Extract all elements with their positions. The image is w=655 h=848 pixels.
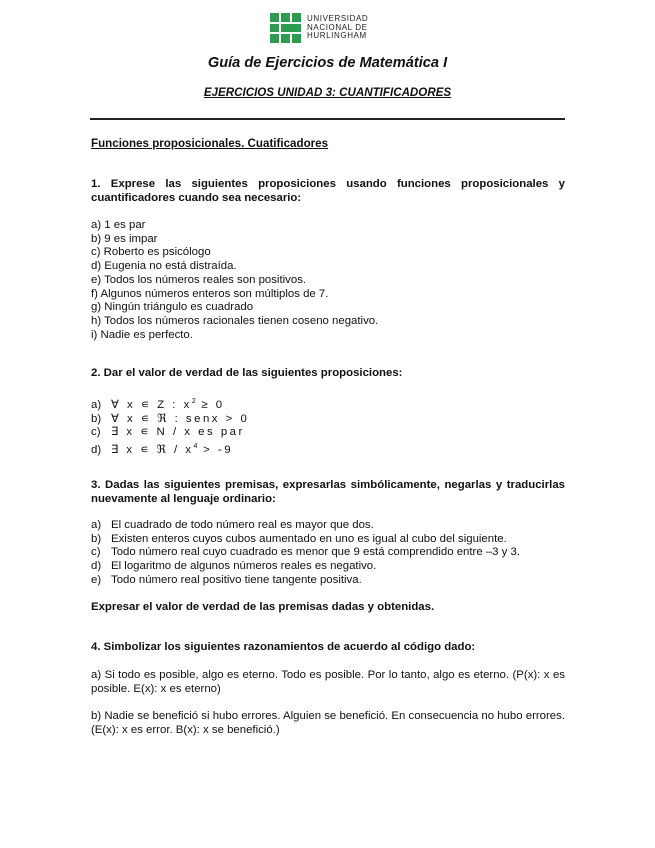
item-label: a) xyxy=(91,519,102,531)
university-name xyxy=(307,15,368,41)
formula: ∀ x ∊ Z : x xyxy=(111,398,192,411)
question-3-footer: Expresar el valor de verdad de las premisas dadas y obtenidas. xyxy=(91,601,435,613)
item-label: c) xyxy=(91,546,101,559)
header-divider xyxy=(90,118,565,120)
question-4-part-a: a) Si todo es posible, algo es eterno. Todo es posible. Por lo tanto, algo es eterno. (P(x): x es posible. E(x): x es eterno) xyxy=(91,669,565,695)
question-1-list xyxy=(91,219,565,342)
question-2-list xyxy=(91,395,565,457)
list-item: e) Todos los números reales son positivos. xyxy=(91,273,307,286)
document-title: Guía de Ejercicios de Matemática I xyxy=(207,55,448,71)
list-item xyxy=(91,440,565,458)
formula: ∃ x ∊ N / x es par xyxy=(111,426,245,439)
formula: ∀ x ∊ ℜ : senx > 0 xyxy=(111,412,250,425)
item-text: Todo número real positivo tiene tangente positiva. xyxy=(111,573,362,586)
university-logo xyxy=(270,13,368,43)
list-item xyxy=(91,413,565,427)
item-label: d) xyxy=(91,560,102,573)
item-label: b) xyxy=(91,532,102,545)
section-title: Funciones proposicionales. Cuatificadores xyxy=(91,137,329,150)
university-name-line: UNIVERSIDAD xyxy=(307,14,369,24)
list-item: i) Nadie es perfecto. xyxy=(91,328,193,341)
question-3-prompt: 3. Dadas las siguientes premisas, expresarlas simbólicamente, negarlas y traducirlas nuevamente al lenguaje ordinario: xyxy=(91,479,565,505)
question-2-prompt: 2. Dar el valor de verdad de las siguientes proposiciones: xyxy=(91,367,403,379)
item-label: a) xyxy=(91,398,102,411)
list-item xyxy=(91,426,565,440)
exponent: 4 xyxy=(193,442,198,450)
list-item xyxy=(91,395,565,413)
list-item: f) Algunos números enteros son múltiplos de 7. xyxy=(91,287,329,300)
item-text: El cuadrado de todo número real es mayor que dos. xyxy=(111,519,374,531)
question-1-prompt: 1. Exprese las siguientes proposiciones usando funciones proposicionales y cuantificadores cuando sea necesario: xyxy=(91,178,565,204)
list-item: d) Eugenia no está distraída. xyxy=(91,260,237,273)
formula-rest: > -9 xyxy=(197,443,234,456)
item-label: c) xyxy=(91,426,101,439)
question-4-prompt: 4. Simbolizar los siguientes razonamientos de acuerdo al código dado: xyxy=(91,641,476,653)
formula-rest: ≥ 0 xyxy=(195,398,225,411)
list-item xyxy=(91,519,565,533)
list-item xyxy=(91,574,565,588)
question-4-part-b: b) Nadie se benefició si hubo errores. Alguien se benefició. En consecuencia no hubo errores. (E(x): x es error. B(x): x se benefició.) xyxy=(91,710,565,736)
item-label: b) xyxy=(91,412,102,425)
item-label: d) xyxy=(91,443,102,456)
list-item xyxy=(91,560,565,574)
list-item: b) 9 es impar xyxy=(91,232,158,245)
university-logo-icon xyxy=(270,13,302,43)
item-label: e) xyxy=(91,573,102,586)
document-subtitle: EJERCICIOS UNIDAD 3: CUANTIFICADORES xyxy=(203,86,452,99)
list-item: g) Ningún triángulo es cuadrado xyxy=(91,301,254,314)
list-item: a) 1 es par xyxy=(91,219,146,231)
exponent: 2 xyxy=(191,398,196,405)
item-text: Existen enteros cuyos cubos aumentado en uno es igual al cubo del siguiente. xyxy=(111,532,507,545)
list-item: c) Roberto es psicólogo xyxy=(91,246,211,259)
item-text: El logaritmo de algunos números reales es negativo. xyxy=(111,560,377,573)
list-item xyxy=(91,533,565,547)
item-text: Todo número real cuyo cuadrado es menor que 9 está comprendido entre –3 y 3. xyxy=(111,546,521,559)
formula: ∃ x ∊ ℜ / x xyxy=(111,443,194,456)
question-3-list xyxy=(91,519,565,588)
list-item xyxy=(91,546,565,560)
university-name-line: HURLINGHAM xyxy=(307,31,367,41)
list-item: h) Todos los números racionales tienen coseno negativo. xyxy=(91,314,379,327)
university-name-line: NACIONAL DE xyxy=(307,22,368,32)
